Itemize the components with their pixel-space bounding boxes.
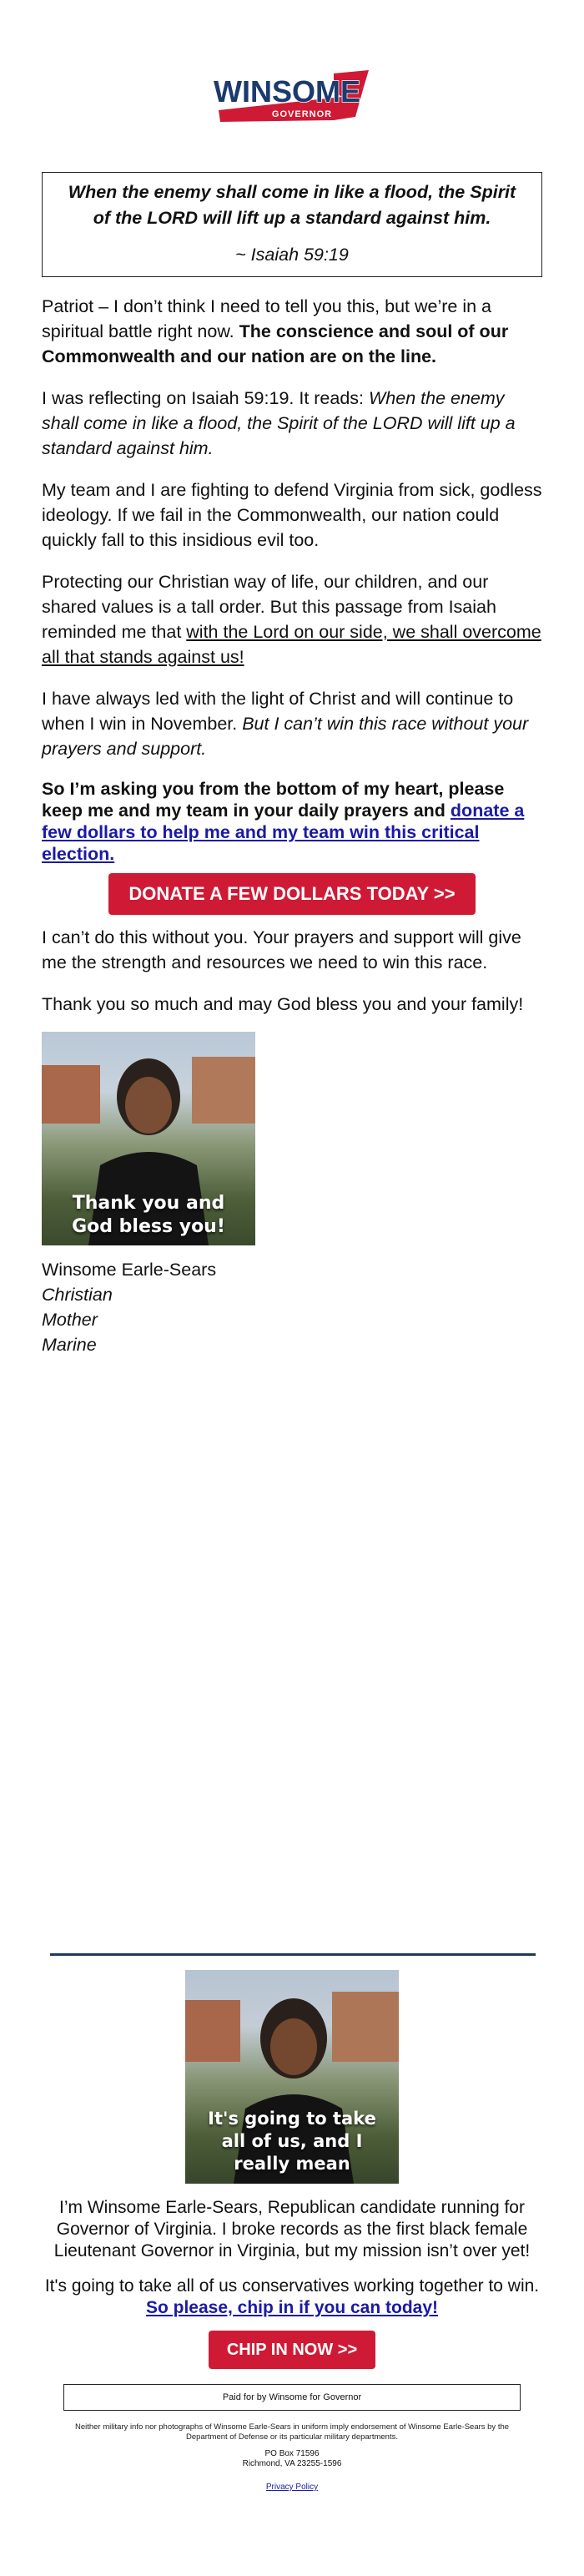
thumb-house-right	[332, 1992, 399, 2062]
donate-link[interactable]: donate a few dollars to help me and my team win this critical election.	[42, 801, 525, 864]
footer	[0, 1970, 584, 2493]
paragraph-1-bold: The conscience and soul of our Commonwealth and our nation are on the line.	[42, 321, 509, 366]
thumb-face	[270, 2018, 317, 2075]
footer-cta	[42, 2275, 542, 2319]
paragraph-3: My team and I are fighting to defend Virginia from sick, godless ideology. If we fail in the Commonwealth, our nation could quickly fall to this insidious evil too.	[42, 480, 542, 550]
address-line-1: PO Box 71596	[264, 2449, 320, 2458]
paragraph-5-italic: But I can’t win this race without your prayers and support.	[42, 714, 529, 759]
paragraph-1-text: Patriot – I don’t think I need to tell you this, but we’re in a spiritual battle right now.	[42, 296, 492, 341]
email-body	[42, 172, 542, 1357]
address-line-2: Richmond, VA 23255-1596	[242, 2459, 342, 2468]
logo-name: WINSOME	[214, 74, 360, 109]
paragraph-4-text: Protecting our Christian way of life, our children, and our shared values is a tall order. But this passage from Isaiah reminded me that	[42, 572, 496, 642]
paragraph-2-text: I was reflecting on Isaiah 59:19. It reads:	[42, 388, 369, 408]
military-disclaimer: Neither military info nor photographs of Winsome Earle-Sears in uniform imply endorsement of Winsome Earle-Sears by the Department of Defense or its particular military departments.	[74, 2422, 510, 2442]
candidate-photo	[42, 1032, 255, 1245]
paragraph-4	[42, 569, 542, 669]
chip-in-button[interactable]: CHIP IN NOW >>	[209, 2331, 375, 2369]
footer-divider	[50, 1953, 536, 1956]
signature-line-2: Mother	[42, 1310, 98, 1330]
photo-caption: Thank you and God bless you!	[72, 1193, 225, 1237]
paragraph-4-underline: with the Lord on our side, we shall overcome all that stands against us!	[42, 622, 541, 667]
verse-text: When the enemy shall come in like a flood, the Spirit of the LORD will lift up a standard against him.	[68, 182, 516, 228]
signature-line-3: Marine	[42, 1335, 97, 1355]
verse-reference: ~ Isaiah 59:19	[235, 245, 349, 265]
signature-line-1: Christian	[42, 1285, 113, 1305]
paragraph-5-text: I have always led with the light of Christ and will continue to when I win in November.	[42, 689, 514, 734]
footer-cta-text: It's going to take all of us conservatives working together to win.	[44, 2276, 540, 2296]
privacy-policy-link[interactable]: Privacy Policy	[265, 2483, 319, 2492]
paragraph-2-italic: When the enemy shall come in like a flood, the Spirit of the LORD will lift up a standard against him.	[42, 388, 516, 458]
paragraph-6: I can’t do this without you. Your prayers and support will give me the strength and resources we need to win this race.	[42, 927, 521, 972]
paragraph-5	[42, 686, 542, 761]
paragraph-1	[42, 294, 542, 369]
footer-photo-caption: It's going to take all of us, and I really mean	[208, 2109, 376, 2174]
donate-button[interactable]: DONATE A FEW DOLLARS TODAY >>	[108, 873, 476, 915]
paragraph-7: Thank you so much and may God bless you and your family!	[42, 994, 524, 1014]
logo-subtitle: GOVERNOR	[271, 109, 333, 119]
photo-face	[125, 1077, 172, 1134]
paragraph-2	[42, 386, 542, 461]
photo-house-right	[192, 1057, 255, 1124]
paid-for-box: Paid for by Winsome for Governor	[63, 2384, 521, 2411]
chip-in-link[interactable]: So please, chip in if you can today!	[145, 2298, 439, 2317]
footer-video-thumbnail[interactable]	[185, 1970, 399, 2184]
winsome-governor-logo	[209, 50, 375, 134]
donation-ask-text: So I’m asking you from the bottom of my heart, please keep me and my team in your daily prayers and	[42, 779, 505, 821]
footer-bio: I’m Winsome Earle-Sears, Republican candidate running for Governor of Virginia. I broke records as the first black female Lieutenant Governor in Virginia, but my mission isn’t over yet!	[53, 2198, 531, 2260]
photo-house-left	[42, 1065, 100, 1124]
signature-block	[42, 1257, 542, 1357]
verse-box	[42, 172, 542, 277]
thumb-house-left	[185, 2000, 240, 2062]
donation-ask	[42, 778, 542, 865]
mailing-address	[0, 2449, 584, 2469]
signature-name: Winsome Earle-Sears	[42, 1260, 217, 1280]
